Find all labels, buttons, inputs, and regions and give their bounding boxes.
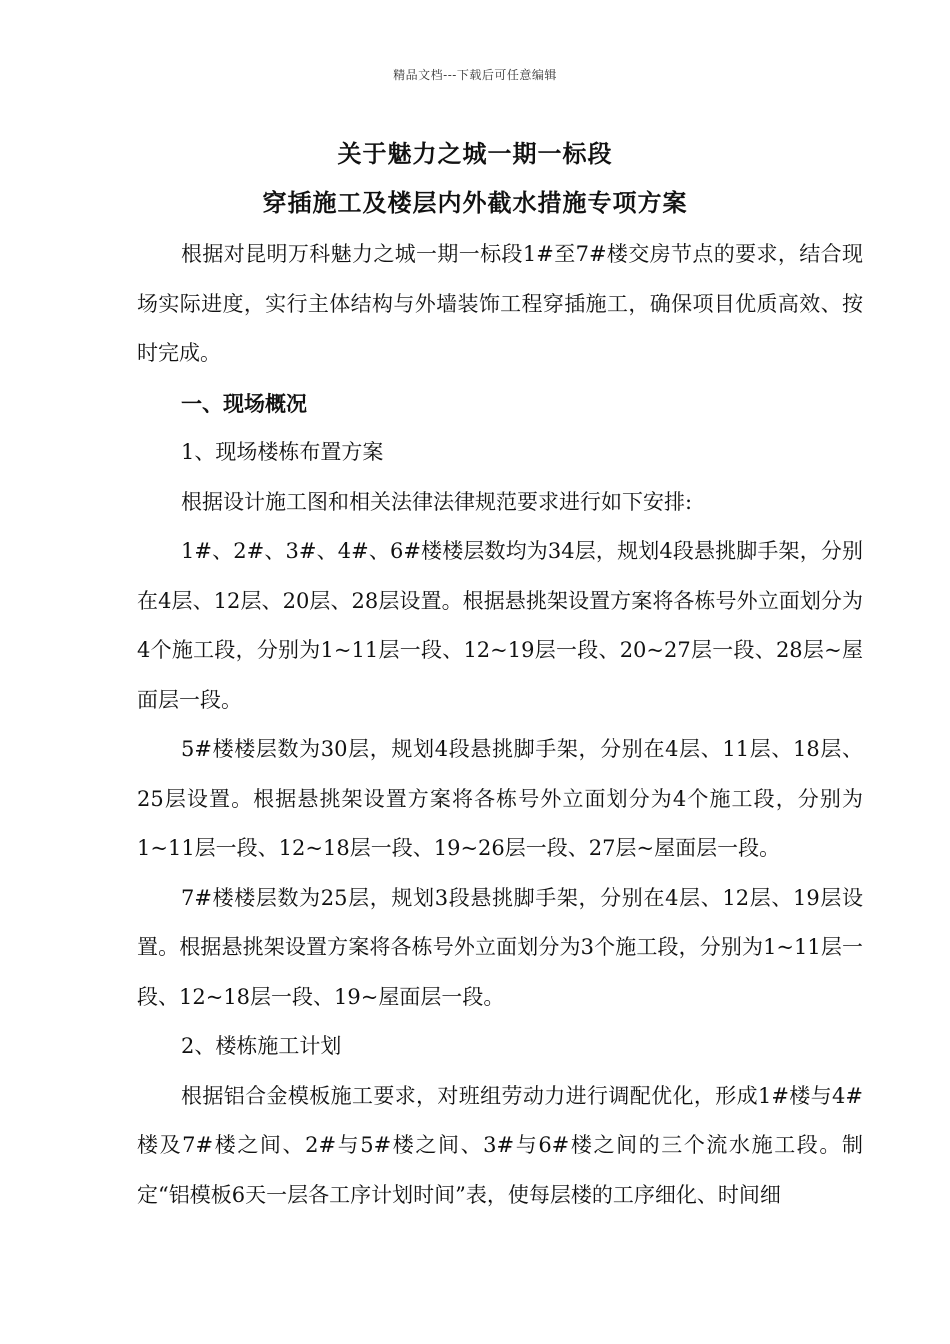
document-title-line-2: 穿插施工及楼层内外截水措施专项方案 <box>262 188 688 217</box>
paragraph-arrangement: 根据设计施工图和相关法律法律规范要求进行如下安排: <box>181 489 693 514</box>
header-note: 精品文档---下载后可任意编辑 <box>393 68 557 82</box>
paragraph-construction-plan: 根据铝合金模板施工要求，对班组劳动力进行调配优化，形成1#楼与4#楼及7#楼之间、2#与5#楼之间、3#与6#楼之间的三个流水施工段。制定“铝模板6天一层各工序计划时间”表，使每层楼的工序细化、时间细 <box>137 1083 863 1207</box>
paragraph-building-5: 5#楼楼层数为30层，规划4段悬挑脚手架，分别在4层、11层、18层、25层设置。根据悬挑架设置方案将各栋号外立面划分为4个施工段，分别为1~11层一段、12~18层一段、19~26层一段、27层~屋面层一段。 <box>137 737 863 860</box>
paragraph-intro: 根据对昆明万科魅力之城一期一标段1#至7#楼交房节点的要求，结合现场实际进度，实行主体结构与外墙装饰工程穿插施工，确保项目优质高效、按时完成。 <box>137 242 863 365</box>
paragraph-building-7: 7#楼楼层数为25层，规划3段悬挑脚手架，分别在4层、12层、19层设置。根据悬挑架设置方案将各栋号外立面划分为3个施工段，分别为1~11层一段、12~18层一段、19~屋面层一段。 <box>137 885 863 1009</box>
document-body <box>137 230 863 1220</box>
section-heading-site-overview: 一、现场概况 <box>181 390 307 416</box>
paragraph-buildings-1-2-3-4-6: 1#、2#、3#、4#、6#楼楼层数均为34层，规划4段悬挑脚手架，分别在4层、12层、20层、28层设置。根据悬挑架设置方案将各栋号外立面划分为4个施工段，分别为1~11层一段、12~19层一段、20~27层一段、28层~屋面层一段。 <box>137 539 863 712</box>
document-title-line-1: 关于魅力之城一期一标段 <box>337 139 613 168</box>
subsection-heading-building-layout: 1、现场楼栋布置方案 <box>181 440 384 464</box>
subsection-heading-construction-plan: 2、楼栋施工计划 <box>181 1034 342 1058</box>
